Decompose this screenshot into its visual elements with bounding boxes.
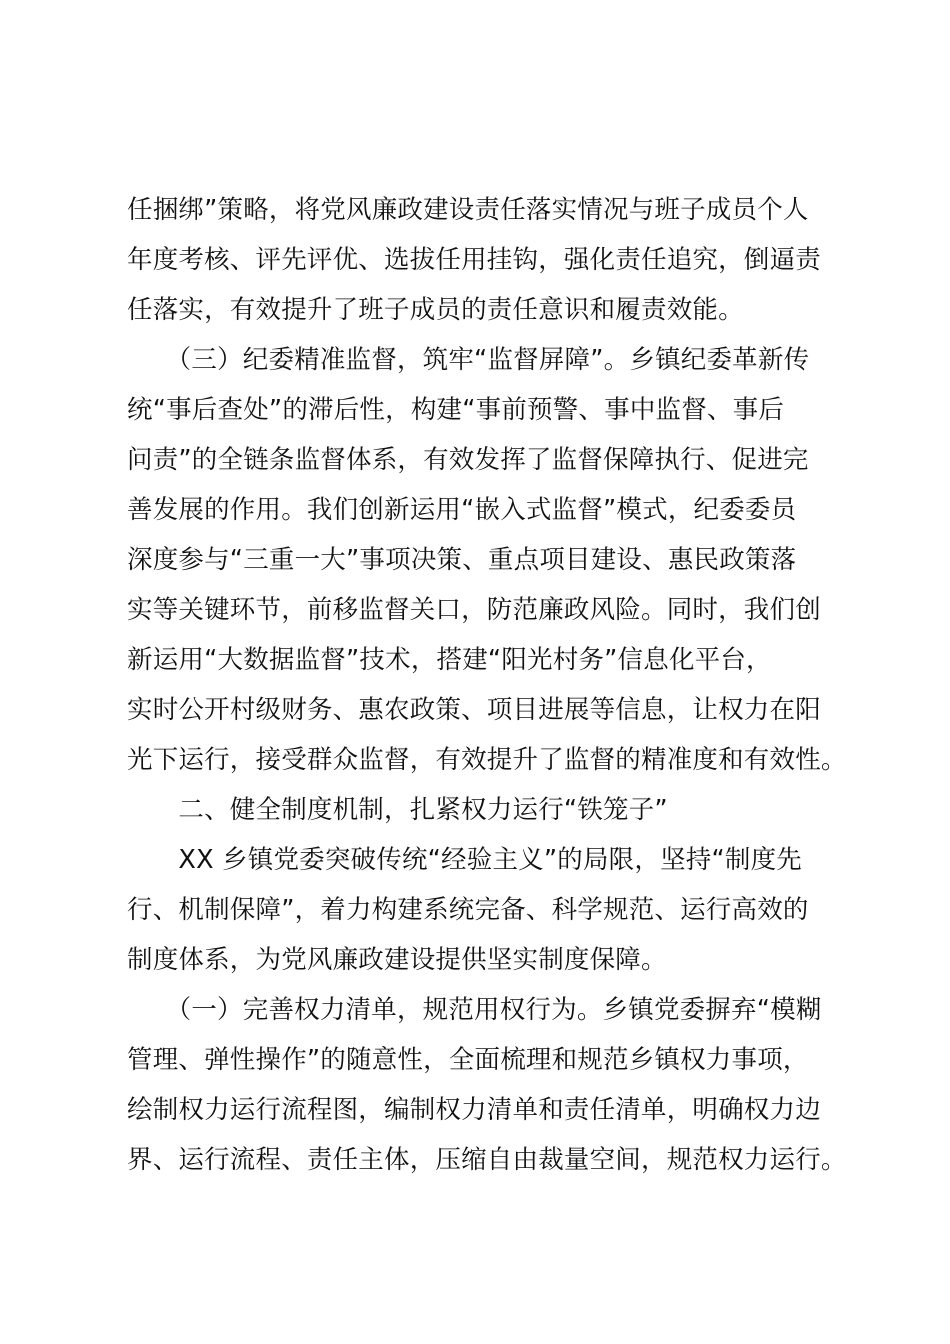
text-line: 善发展的作用。我们创新运用“嵌入式监督”模式，纪委委员 [127,495,797,525]
document-body [127,185,847,1185]
text-line: 年度考核、评先评优、选拔任用挂钩，强化责任追究，倒逼责 [127,245,821,275]
text-line: 深度参与“三重一大”事项决策、重点项目建设、惠民政策落 [127,545,797,575]
text-line: XX 乡镇党委突破传统“经验主义”的局限，坚持“制度先 [127,845,802,875]
text-line: 制度体系，为党风廉政建设提供坚实制度保障。 [127,945,667,975]
text-line: （三）纪委精准监督，筑牢“监督屏障”。乡镇纪委革新传 [127,345,810,375]
text-line: 任捆绑”策略，将党风廉政建设责任落实情况与班子成员个人 [127,195,809,225]
text-line: 新运用“大数据监督”技术，搭建“阳光村务”信息化平台， [127,645,772,675]
text-line: 问责”的全链条监督体系，有效发挥了监督保障执行、促进完 [127,445,809,475]
text-line: 实等关键环节，前移监督关口，防范廉政风险。同时，我们创 [127,595,821,625]
text-line: 管理、弹性操作”的随意性，全面梳理和规范乡镇权力事项， [127,1045,809,1075]
text-line: 绘制权力运行流程图，编制权力清单和责任清单，明确权力边 [127,1095,821,1125]
text-line: 统“事后查处”的滞后性，构建“事前预警、事中监督、事后 [127,395,785,425]
section-heading: 二、健全制度机制，扎紧权力运行“铁笼子” [127,795,668,825]
text-line: 光下运行，接受群众监督，有效提升了监督的精准度和有效性。 [127,745,847,775]
text-line: 实时公开村级财务、惠农政策、项目进展等信息，让权力在阳 [127,695,821,725]
text-line: 任落实，有效提升了班子成员的责任意识和履责效能。 [127,295,744,325]
text-line: 界、运行流程、责任主体，压缩自由裁量空间，规范权力运行。 [127,1145,847,1175]
text-line: 行、机制保障”，着力构建系统完备、科学规范、运行高效的 [127,895,809,925]
text-line: （一）完善权力清单，规范用权行为。乡镇党委摒弃“模糊 [127,995,822,1025]
